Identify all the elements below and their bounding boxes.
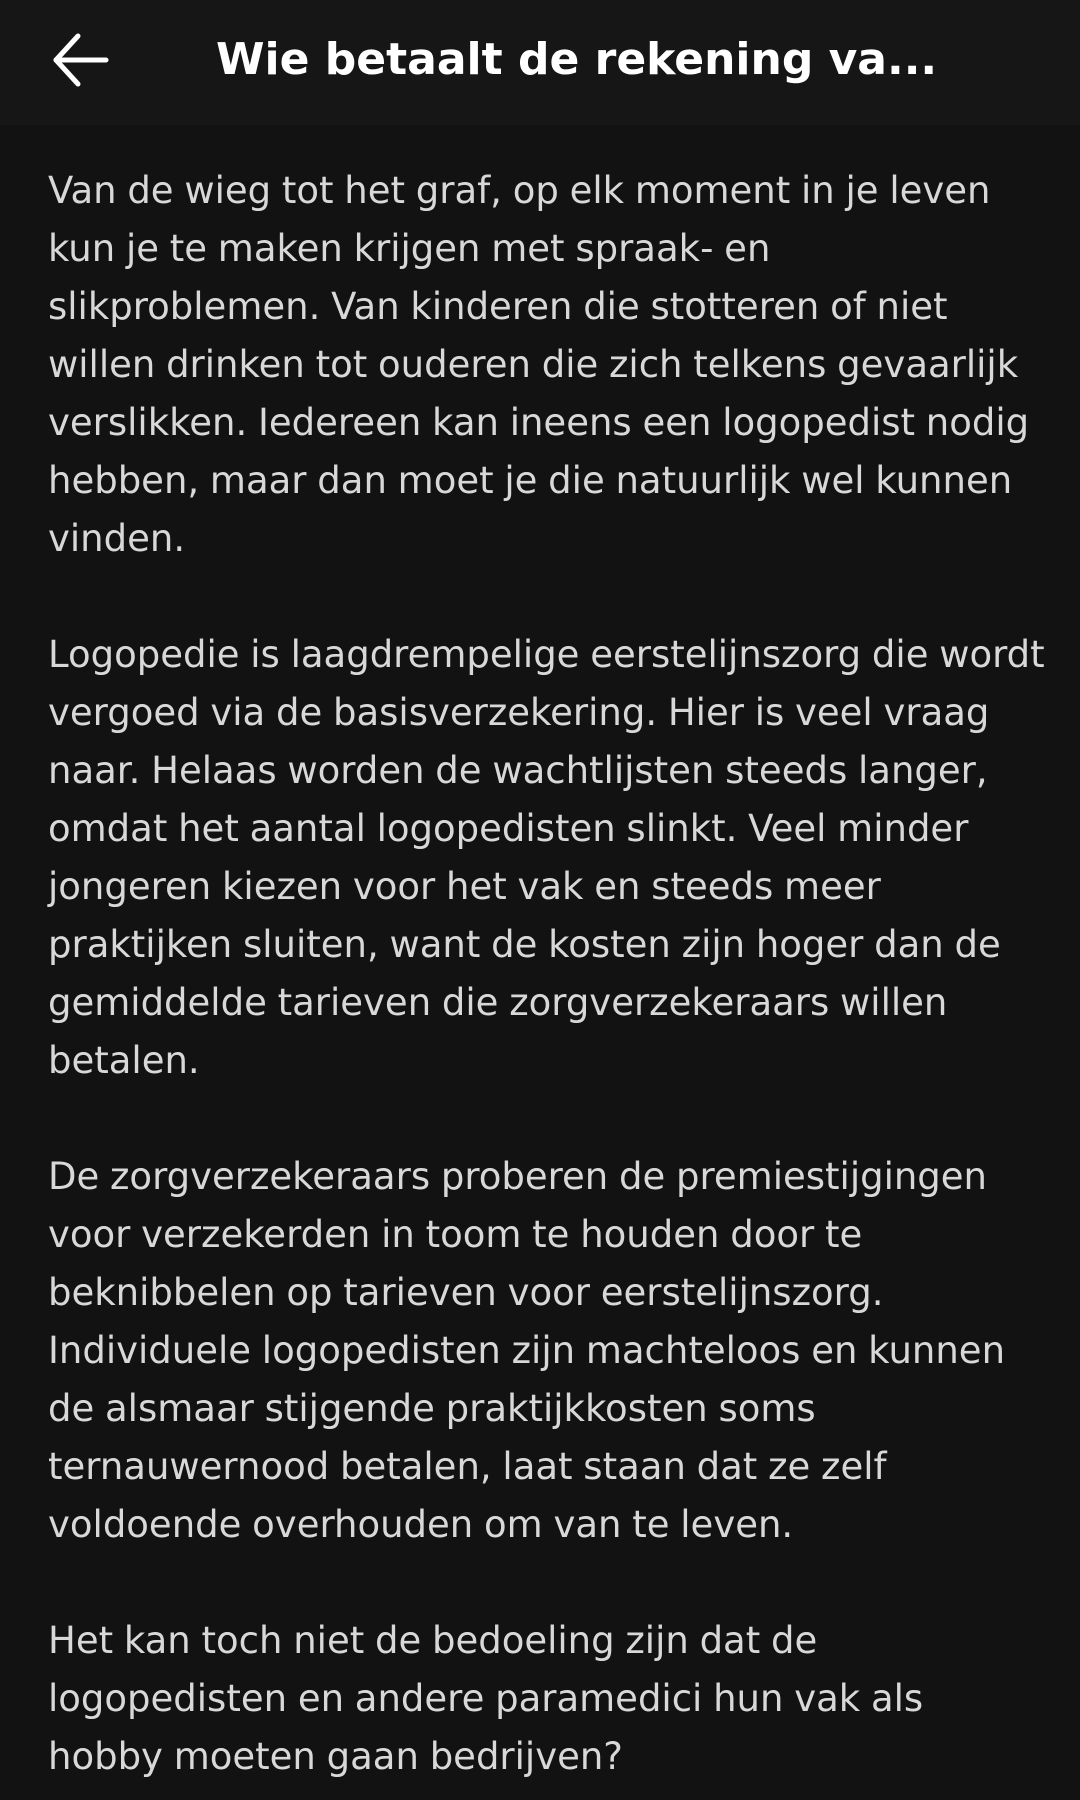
article-paragraph-2: Logopedie is laagdrempelige eerstelijnszorg die wordt vergoed via de basisverzekering. Hier is veel vraag naar. Helaas worden de wachtlijsten steeds langer, omdat het aantal logopedisten slinkt. Veel minder jongeren kiezen voor het vak en steeds meer praktijken sluiten, want de kosten zijn hoger dan de gemiddelde tarieven die zorgverzekeraars willen betalen.	[48, 633, 1045, 1082]
article-body[interactable]	[48, 162, 1048, 1800]
bottom-fade	[0, 1782, 1080, 1800]
article-paragraph-1: Van de wieg tot het graf, op elk moment in je leven kun je te maken krijgen met spraak- en slikproblemen. Van kinderen die stotteren of niet willen drinken tot ouderen die zich telkens gevaarlijk verslikken. Iedereen kan ineens een logopedist nodig hebben, maar dan moet je die natuurlijk wel kunnen vinden.	[48, 169, 1030, 560]
back-button[interactable]	[40, 22, 120, 98]
page-title: Wie betaalt de rekening va...	[216, 34, 938, 85]
article-paragraph-3: De zorgverzekeraars proberen de premiestijgingen voor verzekerden in toom te houden door te beknibbelen op tarieven voor eerstelijnszorg. Individuele logopedisten zijn machteloos en kunnen de alsmaar stijgende praktijkkosten soms ternauwernood betalen, laat staan dat ze zelf voldoende overhouden om van te leven.	[48, 1155, 1006, 1546]
article-paragraph-4: Het kan toch niet de bedoeling zijn dat de logopedisten en andere paramedici hun vak als hobby moeten gaan bedrijven?	[48, 1619, 924, 1778]
arrow-left-icon	[48, 28, 112, 92]
top-bar	[0, 0, 1080, 125]
